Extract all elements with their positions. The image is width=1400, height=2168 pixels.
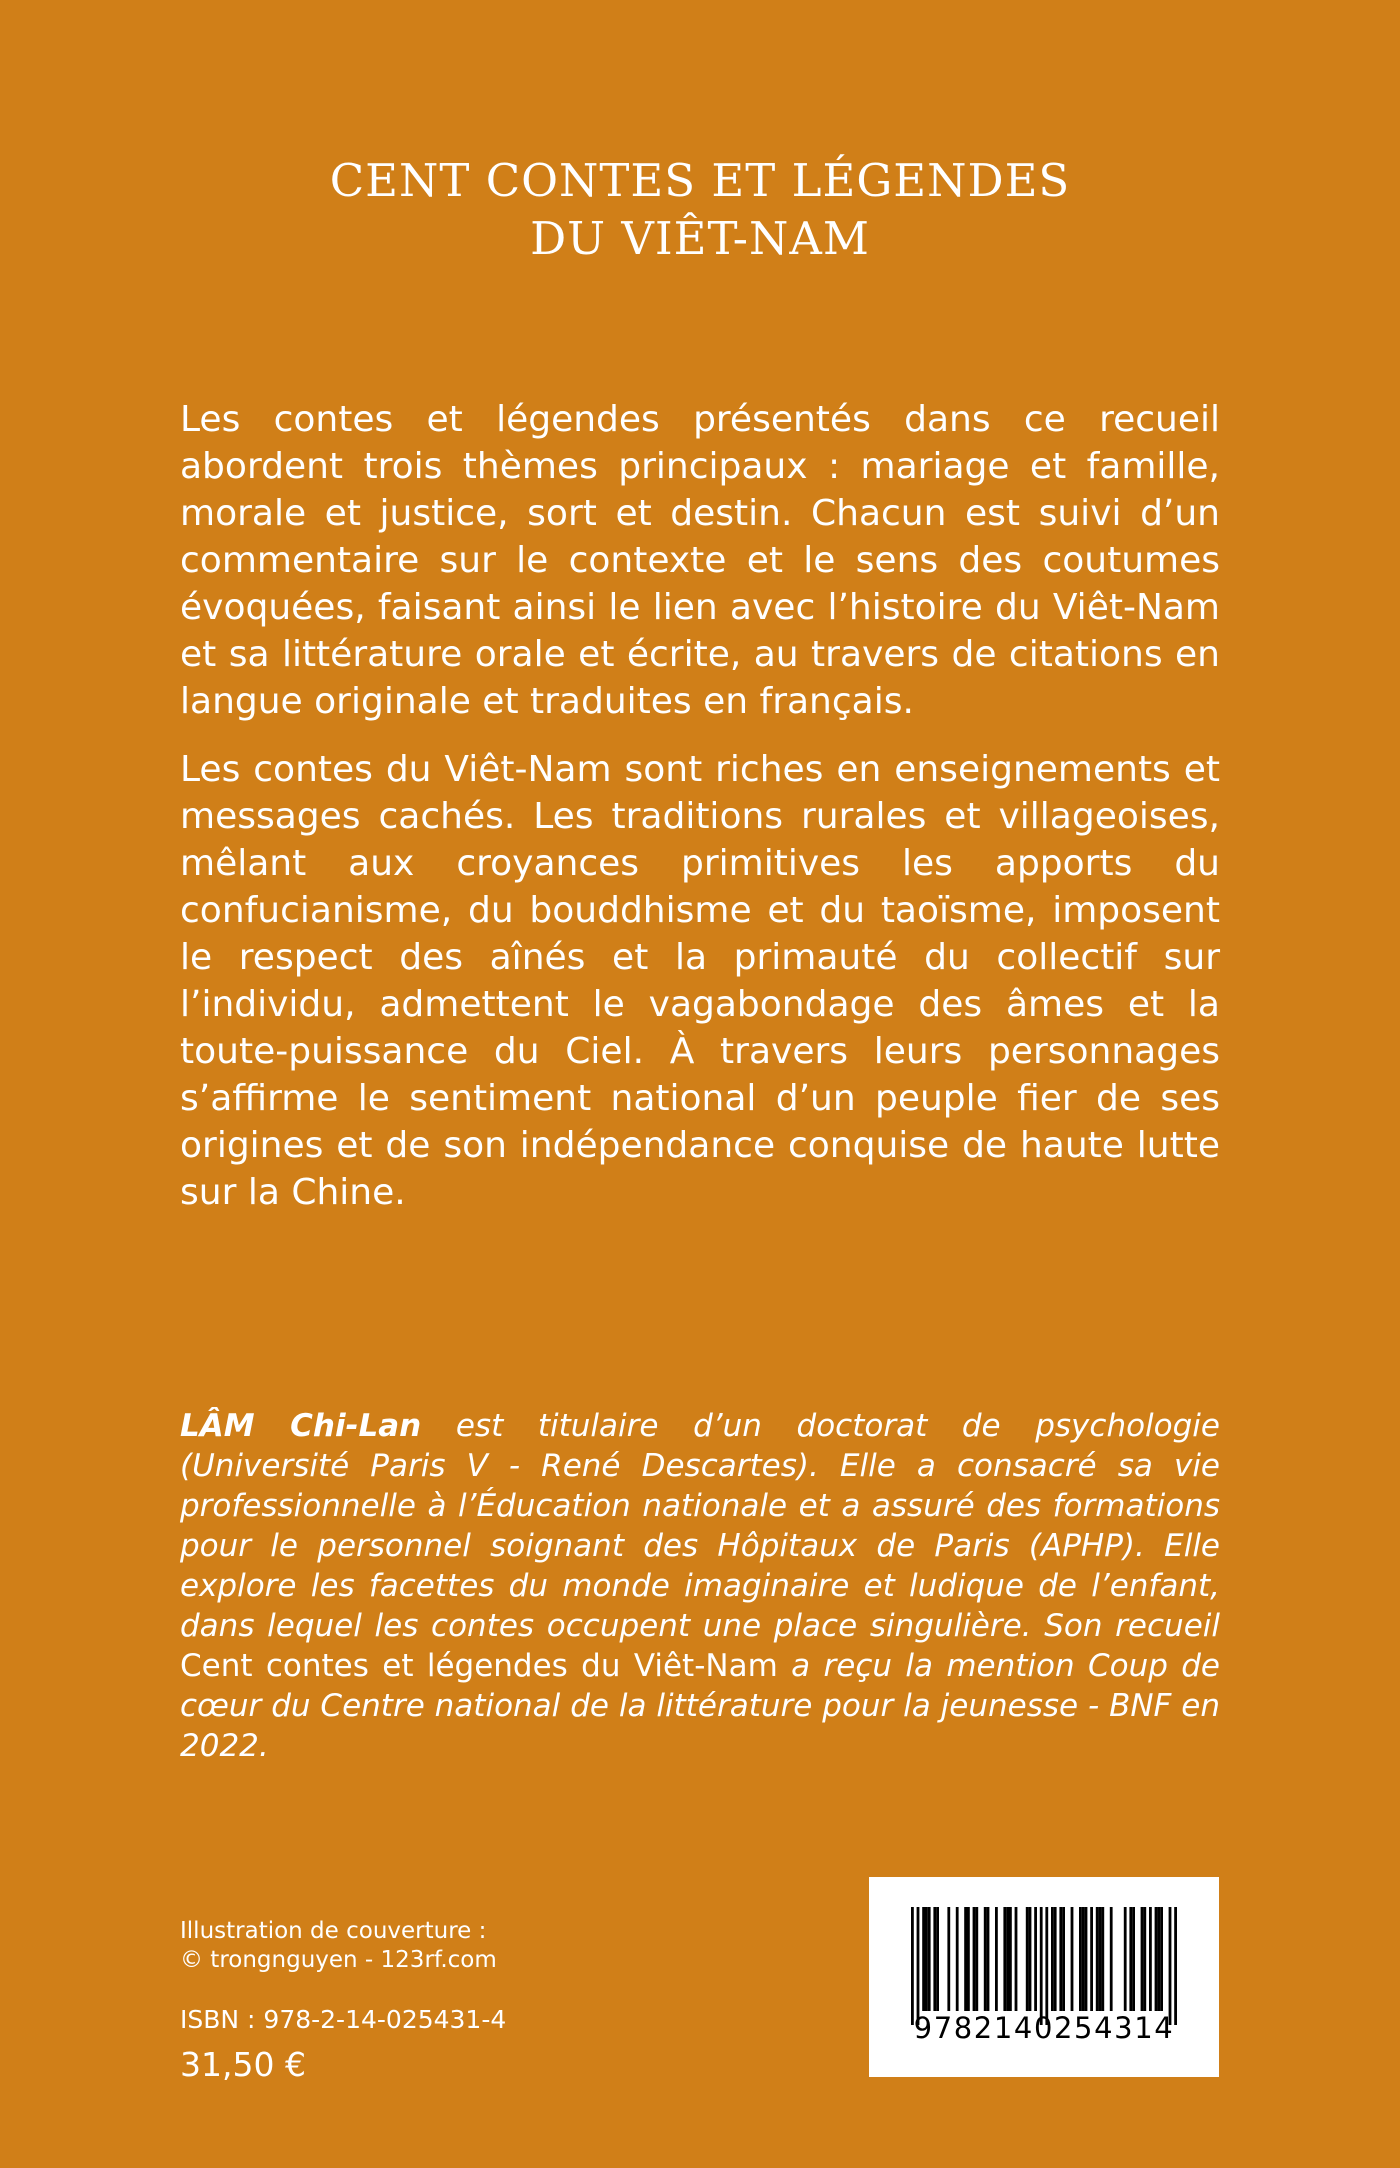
author-bio-text-2: a reçu la mention Coup de cœur du Centre national de la littérature pour la jeunesse - BNF en 2022. <box>180 1648 1221 1764</box>
barcode-bar <box>964 1907 967 2011</box>
barcode-bar <box>1174 1907 1177 2025</box>
barcode-number: 9782140254314 <box>913 2011 1175 2045</box>
isbn-text: ISBN : 978-2-14-025431-4 <box>180 2005 507 2034</box>
cover-credits <box>180 1917 497 1975</box>
barcode-bar <box>1110 1907 1113 2011</box>
barcode-bar <box>1059 1907 1062 2011</box>
author-bio <box>180 1406 1220 1766</box>
barcode-bar <box>1141 1907 1144 2011</box>
barcode-bar <box>936 1907 939 2011</box>
barcode-bar <box>1082 1907 1085 2011</box>
barcode-bar <box>1129 1907 1132 2011</box>
barcode-bar <box>1006 1907 1009 2011</box>
book-title-line-2: DU VIÊT-NAM <box>530 212 870 265</box>
barcode-bar <box>1160 1907 1163 2011</box>
barcode-bar <box>1132 1907 1135 2011</box>
blurb-paragraph-2-text: Les contes du Viêt-Nam sont riches en enseignements et messages cachés. Les traditions rurales et villageoises, mêlant aux croyances primitives les apports du confucianisme, du bouddhisme et du taoïsme, imposent le respect des aînés et la primauté du collectif sur l’individu, admettent le vagabondage des âmes et la toute-puissance du Ciel. À travers leurs personnages s’affirme le sentiment national d’un peuple fier de ses origines et de son indépendance conquise de haute lutte sur la Chine. <box>180 749 1220 1213</box>
barcode-bar <box>973 1907 976 2011</box>
barcode-bar <box>995 1907 998 2011</box>
barcode-bar <box>1071 1907 1074 2011</box>
barcode-bar <box>1090 1907 1093 2011</box>
barcode-bar <box>911 1907 914 2025</box>
barcode-bar <box>917 1907 920 2025</box>
barcode-bars <box>869 1877 1219 2077</box>
cover-credit-line-2: © trongnguyen - 123rf.com <box>180 1947 497 1973</box>
barcode-bar <box>1015 1907 1018 2011</box>
barcode-bar <box>1157 1907 1160 2011</box>
barcode-bar <box>1096 1907 1099 2011</box>
barcode-bar <box>1169 1907 1172 2025</box>
book-title <box>0 152 1400 268</box>
barcode-bar <box>928 1907 931 2011</box>
book-title-line-1: CENT CONTES ET LÉGENDES <box>329 154 1071 207</box>
barcode-bar <box>967 1907 970 2011</box>
barcode-bar <box>1062 1907 1065 2011</box>
blurb-paragraph-2 <box>180 746 1220 1216</box>
barcode-bar <box>1085 1907 1088 2011</box>
barcode-bar <box>1051 1907 1054 2011</box>
barcode-bar <box>1034 1907 1037 2011</box>
barcode-bar <box>1003 1907 1006 2011</box>
barcode-bar <box>1029 1907 1032 2011</box>
barcode-bar <box>947 1907 950 2011</box>
barcode-bar <box>975 1907 978 2011</box>
barcode-bar <box>1124 1907 1127 2011</box>
barcode-bar <box>987 1907 990 2011</box>
barcode-bar <box>984 1907 987 2011</box>
barcode-bar <box>1079 1907 1082 2011</box>
barcode-bar <box>925 1907 928 2011</box>
barcode-bar <box>956 1907 959 2011</box>
barcode-bar <box>1143 1907 1146 2011</box>
barcode-bar <box>1155 1907 1158 2011</box>
barcode-bar <box>1054 1907 1057 2011</box>
cover-credit-line-1: Illustration de couverture : <box>180 1918 487 1944</box>
author-name: LÂM Chi-Lan <box>180 1408 422 1444</box>
barcode-bar <box>1101 1907 1104 2011</box>
barcode-bar <box>1045 1907 1048 2025</box>
barcode-bar <box>922 1907 925 2011</box>
blurb-paragraph-1 <box>180 396 1220 725</box>
blurb-paragraph-1-text: Les contes et légendes présentés dans ce recueil abordent trois thèmes principaux : mariage et famille, morale et justice, sort et destin. Chacun est suivi d’un commentaire sur le contexte et le sens des coutumes évoquées, faisant ainsi le lien avec l’histoire du Viêt-Nam et sa littérature orale et écrite, au travers de citations en langue originale et traduites en français. <box>180 399 1220 722</box>
author-bio-text-1: est titulaire d’un doctorat de psychologie (Université Paris V - René Descartes). Elle a consacré sa vie professionnelle à l’Éducation nationale et a assuré des formations pour le personnel soignant des Hôpitaux de Paris (APHP). Elle explore les facettes du monde imaginaire et ludique de l’enfant, dans lequel les contes occupent une place singulière. Son recueil <box>180 1408 1220 1644</box>
price-text: 31,50 € <box>180 2045 306 2084</box>
barcode-bar <box>1149 1907 1152 2011</box>
barcode-bar <box>1040 1907 1043 2025</box>
barcode-bar <box>1009 1907 1012 2011</box>
author-bio-book-title: Cent contes et légendes du Viêt-Nam <box>180 1648 778 1684</box>
barcode-bar <box>933 1907 936 2011</box>
barcode <box>869 1877 1219 2077</box>
barcode-bar <box>1099 1907 1102 2011</box>
barcode-bar <box>1026 1907 1029 2011</box>
